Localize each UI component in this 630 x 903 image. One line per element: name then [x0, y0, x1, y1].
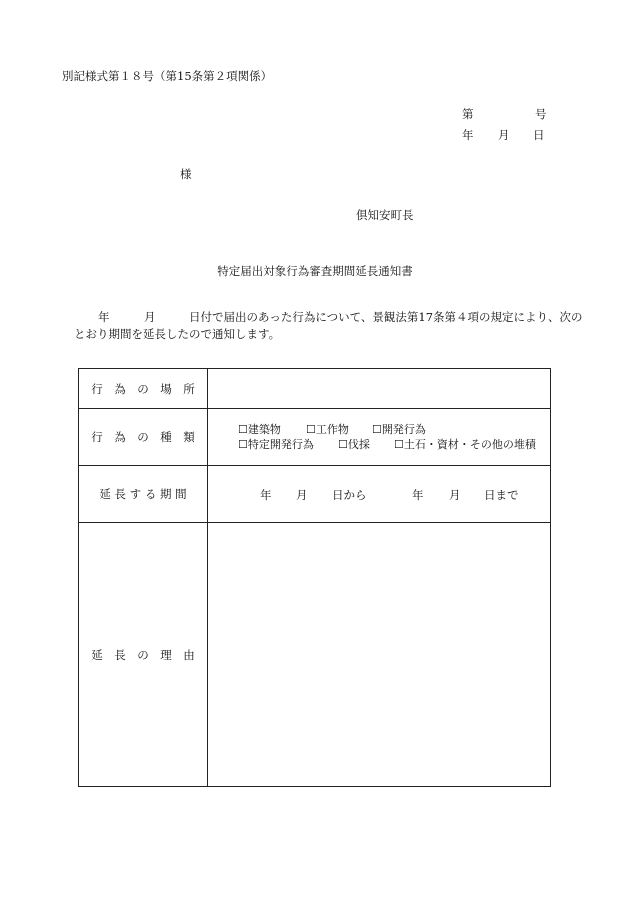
type-label: 行 為 の 種 類: [91, 430, 195, 444]
period-value-cell[interactable]: [208, 466, 551, 523]
type-option-building[interactable]: ☐建築物: [238, 423, 281, 436]
date-day-label: 日: [533, 128, 545, 142]
document-number-prefix: 第: [462, 107, 474, 121]
reason-value-cell[interactable]: [208, 523, 551, 787]
location-value-cell[interactable]: [208, 369, 551, 409]
body-month-label: 月: [144, 310, 156, 324]
document-title: 特定届出対象行為審査期間延長通知書: [217, 264, 413, 278]
type-label-cell: [79, 409, 208, 466]
table-row-reason: [79, 523, 551, 787]
type-option-structure[interactable]: ☐工作物: [306, 423, 349, 436]
period-from-year: 年: [260, 488, 272, 502]
type-value-cell: [208, 409, 551, 466]
type-option-development[interactable]: ☐開発行為: [372, 423, 426, 436]
period-to-month: 月: [449, 488, 461, 502]
location-label: 行 為 の 場 所: [91, 381, 195, 396]
period-label: 延 長 す る 期 間: [99, 487, 187, 501]
type-option-logging[interactable]: ☐伐採: [338, 438, 370, 451]
form-number-label: 別記様式第１８号（第15条第２項関係）: [62, 69, 273, 83]
location-label-cell: [79, 369, 208, 409]
sender-name: 倶知安町長: [356, 208, 414, 222]
table-row-type: [79, 409, 551, 466]
table-row-location: [79, 369, 551, 409]
document-number-suffix: 号: [535, 107, 547, 121]
date-year-label: 年: [462, 128, 474, 142]
table-row-period: [79, 466, 551, 523]
period-from-day: 日から: [332, 488, 367, 502]
period-to-day: 日まで: [484, 488, 519, 502]
period-from-month: 月: [296, 488, 308, 502]
period-label-cell: [79, 466, 208, 523]
date-month-label: 月: [498, 128, 510, 142]
body-year-label: 年: [98, 310, 110, 324]
type-option-special-development[interactable]: ☐特定開発行為: [238, 438, 314, 451]
type-options-row-2: [238, 437, 550, 452]
reason-label: 延 長 の 理 由: [91, 647, 195, 662]
body-text-main: 日付で届出のあった行為について、景観法第17条第４項の規定により、次の: [189, 310, 583, 324]
body-text-line-1: [98, 309, 583, 325]
body-text-line-2: とおり期間を延長したので通知します。: [74, 327, 281, 341]
addressee-honorific: 様: [180, 167, 192, 181]
type-options-row-1: [238, 422, 550, 437]
type-option-stockpiling[interactable]: ☐土石・資材・その他の堆積: [394, 438, 536, 451]
reason-label-cell: [79, 523, 208, 787]
period-to-year: 年: [412, 488, 424, 502]
notice-table: [78, 368, 551, 787]
